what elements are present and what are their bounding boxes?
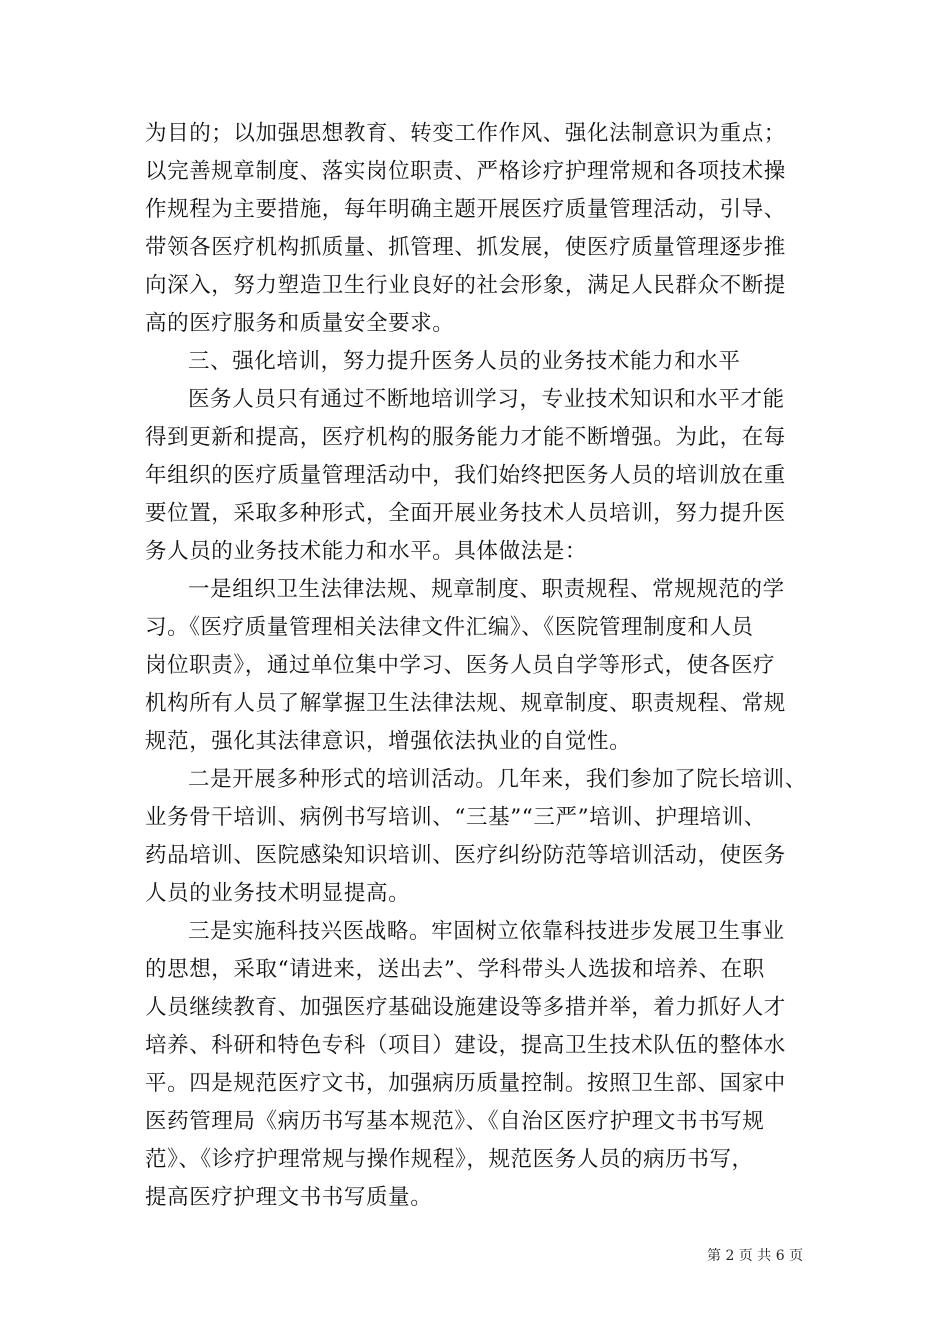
text-line: 习。《医疗质量管理相关法律文件汇编》、《医院管理制度和人员 [145, 615, 754, 640]
text-line: 机构所有人员了解掌握卫生法律法规、规章制度、职责规程、常规 [145, 691, 786, 716]
text-line: 范》、《诊疗护理常规与操作规程》，规范医务人员的病历书写， [145, 1147, 754, 1172]
text-line: 得到更新和提高，医疗机构的服务能力才能不断增强。为此，在每 [145, 425, 786, 450]
text-line: 培养、科研和特色专科（项目）建设，提高卫生技术队伍的整体水 [145, 1033, 786, 1058]
text-line: 人员的业务技术明显提高。 [145, 881, 411, 906]
text-line: 人员继续教育、加强医疗基础设施建设等多措并举，着力抓好人才 [145, 995, 786, 1020]
text-line: 平。四是规范医疗文书，加强病历质量控制。按照卫生部、国家中 [145, 1071, 786, 1096]
page-number: 第 2 页 共 6 页 [707, 1248, 804, 1264]
section-heading: 三、强化培训，努力提升医务人员的业务技术能力和水平 [188, 349, 741, 374]
text-line: 高的医疗服务和质量安全要求。 [145, 311, 455, 336]
text-line: 规范，强化其法律意识，增强依法执业的自觉性。 [145, 729, 632, 754]
text-line: 的思想，采取“请进来，送出去”、学科带头人选拔和培养、在职 [145, 957, 765, 982]
text-line: 带领各医疗机构抓质量、抓管理、抓发展，使医疗质量管理逐步推 [145, 235, 786, 260]
text-line: 医务人员只有通过不断地培训学习，专业技术知识和水平才能 [188, 387, 785, 412]
text-line: 药品培训、医院感染知识培训、医疗纠纷防范等培训活动，使医务 [145, 843, 786, 868]
text-line: 为目的；以加强思想教育、转变工作作风、强化法制意识为重点； [145, 121, 786, 146]
text-line: 务人员的业务技术能力和水平。具体做法是： [145, 539, 588, 564]
text-line: 向深入，努力塑造卫生行业良好的社会形象，满足人民群众不断提 [145, 273, 786, 298]
text-line: 年组织的医疗质量管理活动中，我们始终把医务人员的培训放在重 [145, 463, 786, 488]
text-line: 三是实施科技兴医战略。牢固树立依靠科技进步发展卫生事业 [188, 919, 785, 944]
text-line: 二是开展多种形式的培训活动。几年来，我们参加了院长培训、 [188, 767, 807, 792]
text-line: 岗位职责》，通过单位集中学习、医务人员自学等形式，使各医疗 [145, 653, 776, 678]
text-line: 业务骨干培训、病例书写培训、“三基”“三严”培训、护理培训、 [145, 805, 766, 830]
text-line: 要位置，采取多种形式，全面开展业务技术人员培训，努力提升医 [145, 501, 786, 526]
text-line: 一是组织卫生法律法规、规章制度、职责规程、常规规范的学 [188, 577, 785, 602]
text-line: 以完善规章制度、落实岗位职责、严格诊疗护理常规和各项技术操 [145, 159, 786, 184]
text-line: 作规程为主要措施，每年明确主题开展医疗质量管理活动，引导、 [145, 197, 786, 222]
text-line: 医药管理局《病历书写基本规范》、《自治区医疗护理文书书写规 [145, 1109, 765, 1134]
text-line: 提高医疗护理文书书写质量。 [145, 1185, 433, 1210]
